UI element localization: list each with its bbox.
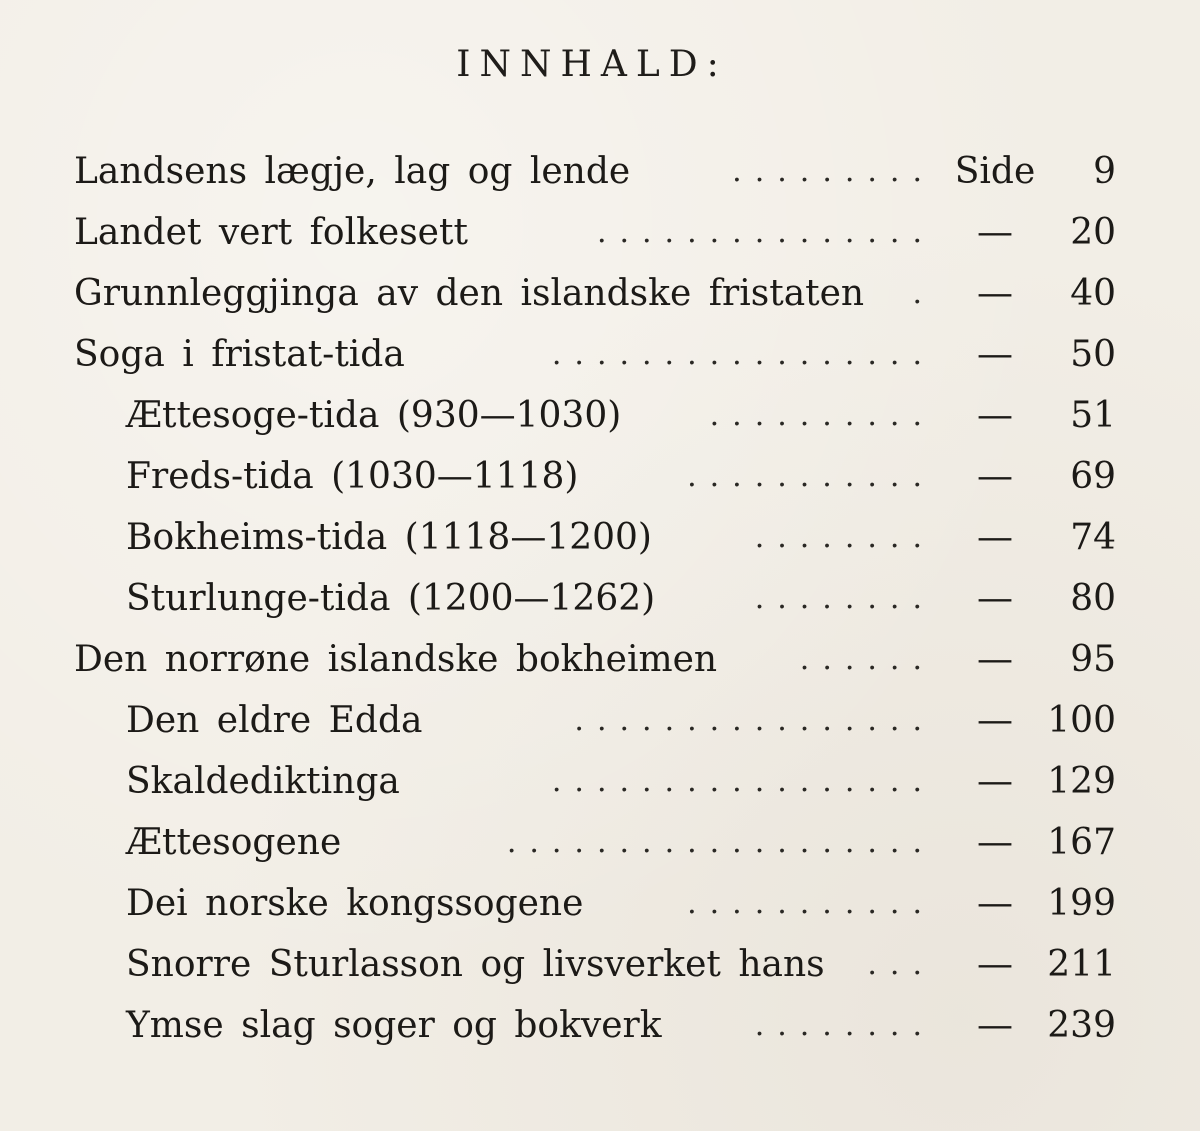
toc-leader-dots: .......... — [709, 398, 935, 433]
toc-entry-marker: — — [977, 517, 1013, 558]
toc-entry — [0, 996, 1200, 1056]
toc-entry-label: Soga i fristat-tida — [74, 334, 405, 375]
toc-entry-label: Ættesogene — [126, 822, 342, 863]
toc-page-number: 50 — [1070, 334, 1116, 375]
toc-entry — [0, 508, 1200, 568]
toc-entry — [0, 264, 1200, 324]
toc-leader-dots: ................. — [551, 764, 935, 799]
toc-page-number: 95 — [1070, 639, 1116, 680]
toc-entry-marker: — — [977, 578, 1013, 619]
toc-leader-dots: ................... — [506, 825, 935, 860]
toc-page-number: 199 — [1047, 883, 1116, 924]
toc-entry — [0, 142, 1200, 202]
toc-page-number: 129 — [1047, 761, 1116, 802]
toc-entry-marker: — — [977, 395, 1013, 436]
toc-leader-dots: ........... — [687, 886, 935, 921]
toc-entry-marker: — — [977, 883, 1013, 924]
toc-entry-marker: — — [977, 273, 1013, 314]
toc-leader-dots: ...... — [799, 642, 935, 677]
toc-entry-label: Snorre Sturlasson og livsverket hans — [126, 944, 825, 985]
toc-entry-label: Ættesoge-tida (930—1030) — [126, 395, 622, 436]
toc-leader-dots: ........... — [687, 459, 935, 494]
toc-entry — [0, 386, 1200, 446]
toc-entry-marker: Side — [954, 151, 1036, 192]
toc-entry-marker: — — [977, 944, 1013, 985]
toc-entry-marker: — — [977, 1005, 1013, 1046]
toc-page-number: 167 — [1047, 822, 1116, 863]
toc-entry-marker: — — [977, 761, 1013, 802]
toc-leader-dots: ......... — [732, 154, 935, 189]
toc-entry-marker: — — [977, 700, 1013, 741]
toc-entry — [0, 935, 1200, 995]
toc-entry-label: Dei norske kongssogene — [126, 883, 584, 924]
toc-entry-marker: — — [977, 822, 1013, 863]
toc-entry — [0, 630, 1200, 690]
toc-entry — [0, 691, 1200, 751]
toc-entry-label: Grunnleggjinga av den islandske fristaten — [74, 273, 865, 314]
toc-page-number: 20 — [1070, 212, 1116, 253]
toc-leader-dots: ............... — [596, 215, 935, 250]
toc-page-number: 40 — [1070, 273, 1116, 314]
toc-page-number: 51 — [1070, 395, 1116, 436]
toc-entry-label: Den eldre Edda — [126, 700, 423, 741]
toc-entry-marker: — — [977, 334, 1013, 375]
toc-leader-dots: ................ — [574, 703, 935, 738]
toc-entry-label: Skaldediktinga — [126, 761, 400, 802]
toc-page-number: 69 — [1070, 456, 1116, 497]
toc-page-number: 9 — [1093, 151, 1116, 192]
toc-page-number: 74 — [1070, 517, 1116, 558]
toc-leader-dots: ................. — [551, 337, 935, 372]
toc-leader-dots: . — [912, 276, 935, 311]
toc-leader-dots: ........ — [754, 520, 935, 555]
toc-entry — [0, 752, 1200, 812]
toc-leader-dots: ........ — [754, 581, 935, 616]
toc-entry-label: Bokheims-tida (1118—1200) — [126, 517, 652, 558]
toc-leader-dots: ... — [867, 947, 935, 982]
toc-entry-label: Freds-tida (1030—1118) — [126, 456, 579, 497]
toc-leader-dots: ........ — [754, 1008, 935, 1043]
page-title: INNHALD: — [456, 44, 728, 85]
toc-page-number: 239 — [1047, 1005, 1116, 1046]
toc-entry-label: Ymse slag soger og bokverk — [126, 1005, 662, 1046]
toc-page-number: 211 — [1047, 944, 1116, 985]
toc-page-number: 80 — [1070, 578, 1116, 619]
toc-page-number: 100 — [1047, 700, 1116, 741]
toc-entry — [0, 569, 1200, 629]
toc-entry — [0, 813, 1200, 873]
toc-entry — [0, 447, 1200, 507]
toc-entry-marker: — — [977, 212, 1013, 253]
toc-entry — [0, 203, 1200, 263]
toc-entry-label: Sturlunge-tida (1200—1262) — [126, 578, 656, 619]
toc-entry-label: Landet vert folkesett — [74, 212, 468, 253]
toc-entry — [0, 325, 1200, 385]
toc-entry-label: Den norrøne islandske bokheimen — [74, 639, 718, 680]
toc-entry-marker: — — [977, 456, 1013, 497]
toc-entry — [0, 874, 1200, 934]
toc-entry-marker: — — [977, 639, 1013, 680]
toc-entry-label: Landsens lægje, lag og lende — [74, 151, 631, 192]
